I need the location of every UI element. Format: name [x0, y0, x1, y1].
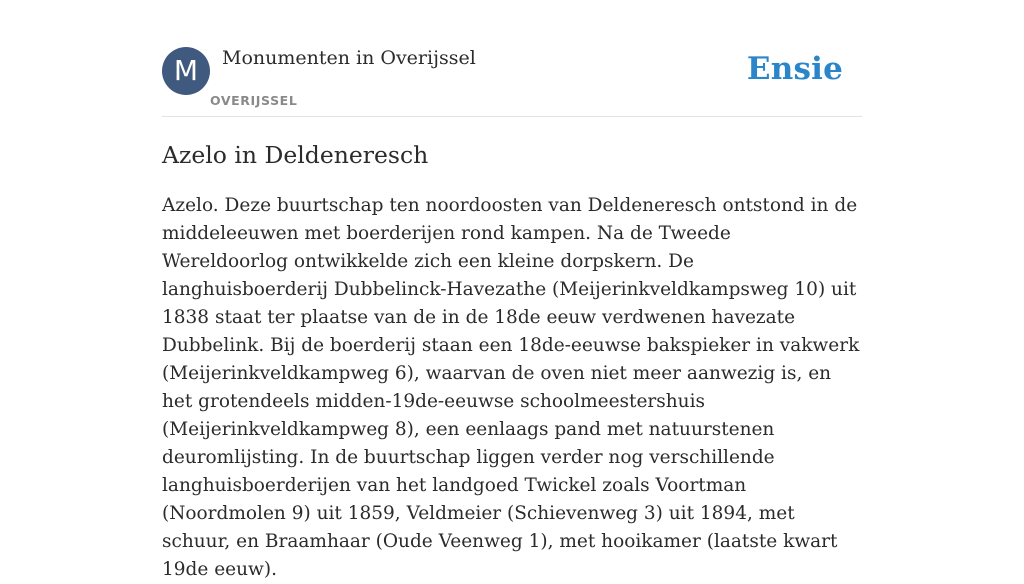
- collection-title-link[interactable]: Monumenten in Overijssel: [222, 47, 476, 69]
- article-body: Azelo. Deze buurtschap ten noordoosten van Deldeneresch ontstond in de middeleeuwen met boerderijen rond kampen. Na de Tweede Wereldoorlog ontwikkelde zich een kleine dorpskern. De langhuisboerderij Dubbelinck-Havezathe (Meijerinkveldkampsweg 10) uit 1838 staat ter plaatse van de in de 18de eeuw verdwenen havezate Dubbelink. Bij de boerderij staan een 18de-eeuwse bakspieker in vakwerk (Meijerinkveldkampweg 6), waarvan de oven niet meer aanwezig is, en het grotendeels midden-19de-eeuwse schoolmeestershuis (Meijerinkveldkampweg 8), een eenlaags pand met natuurstenen deuromlijsting. In de buurtschap liggen verder nog verschillende langhuisboerderijen van het landgoed Twickel zoals Voortman (Noordmolen 9) uit 1859, Veldmeier (Schievenweg 3) uit 1894, met schuur, en Braamhaar (Oude Veenweg 1), met hooikamer (laatste kwart 19de eeuw).: [162, 195, 860, 580]
- collection-avatar[interactable]: M: [162, 47, 210, 95]
- ensie-logo[interactable]: Ensie: [746, 51, 843, 87]
- collection-header: [162, 0, 862, 117]
- page-container: [162, 0, 862, 580]
- collection-subtitle: OVERIJSSEL: [210, 93, 298, 108]
- article-title: Azelo in Deldeneresch: [162, 141, 429, 169]
